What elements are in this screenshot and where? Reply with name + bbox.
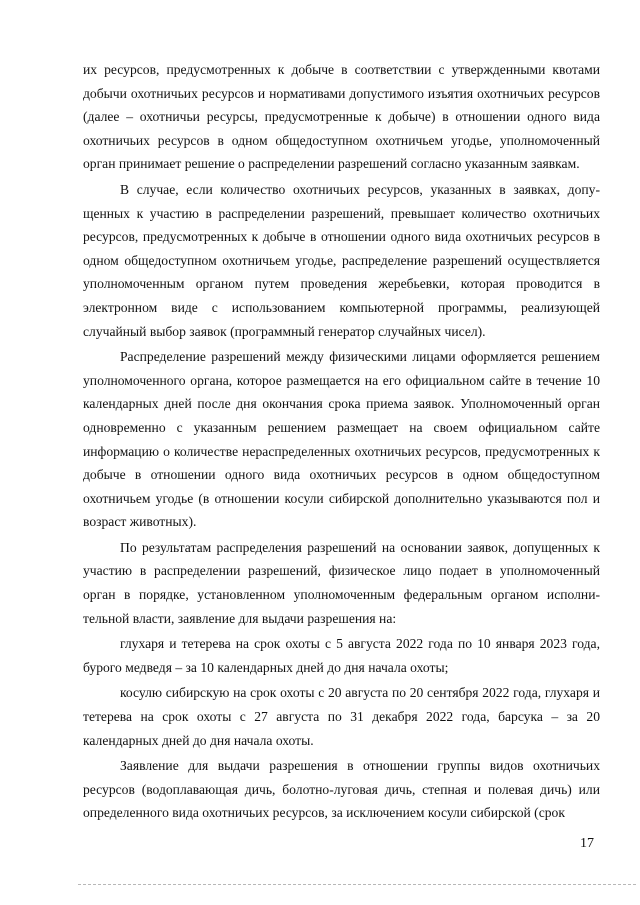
page-number: 17	[580, 836, 594, 851]
paragraph-lottery: В случае, если количество охотничьих ресурсов, указанных в заявках, допущенных к участию в распределении разрешений, превышает количество охотничьих ресурсов, предусмотренных к добыче в отношении одного вида охотничьих ресурсов в одном общедоступном охотничьем угодье, распределение разрешений осуществляется уполномоченным органом путем проведения жеребьевки, которая проводится в электронном виде с использованием компьютерной программы, реализующей случайный выбор заявок (программный генератор случайных чисел).	[83, 181, 600, 339]
footer-divider	[78, 884, 638, 885]
document-body	[83, 58, 600, 827]
paragraph-continuation: их ресурсов, предусмотренных к добыче в соответствии с утвержденными квотами добычи охотничьих ресурсов и нормативами допустимого изъятия охотничьих ресурсов (далее – охотничьи ресурсы, предусмотренные к добыче) в отношении одного вида охотничьих ресурсов в одном общедоступном охотничьем угодье, уполномоченный орган принимает решение о распределении разрешений согласно указанным заявкам.	[83, 62, 600, 172]
paragraph-group-species: Заявление для выдачи разрешения в отношении группы видов охотничьих ресурсов (водоплавающая дичь, болотно-луговая дичь, степная и полевая дичь) или определенного вида охотничьих ресурсов, за исключением косули сибирской (срок	[83, 758, 600, 821]
paragraph-application-results: По результатам распределения разрешений на основании заявок, допущенных к участию в распределении разрешений, физическое лицо подает в уполномоченный орган в порядке, установленном уполномоченным федеральным органом исполнительной власти, заявление для выдачи разрешения на:	[83, 539, 600, 626]
paragraph-roe-deer: косулю сибирскую на срок охоты с 20 августа по 20 сентября 2022 года, глухаря и тетерева на срок охоты с 27 августа по 31 декабря 2022 года, барсука – за 20 календарных дней до дня начала охоты.	[83, 685, 600, 748]
paragraph-grouse-bear: глухаря и тетерева на срок охоты с 5 августа 2022 года по 10 января 2023 года, бурого медведя – за 10 календарных дней до дня начала охоты;	[83, 636, 600, 675]
paragraph-distribution-decision: Распределение разрешений между физическими лицами оформляется решением уполномоченного органа, которое размещается на его официальном сайте в течение 10 календарных дней после дня окончания срока приема заявок. Уполномоченный орган одновременно с указанным решением размещает на своем официальном сайте информацию о количестве нераспределенных охотничьих ресурсов, предусмотренных к добыче в отношении одного вида охотничьих ресурсов в одном общедоступном охотничьем угодье (в отношении косули сибирской дополнительно указываются пол и возраст животных).	[83, 349, 600, 530]
